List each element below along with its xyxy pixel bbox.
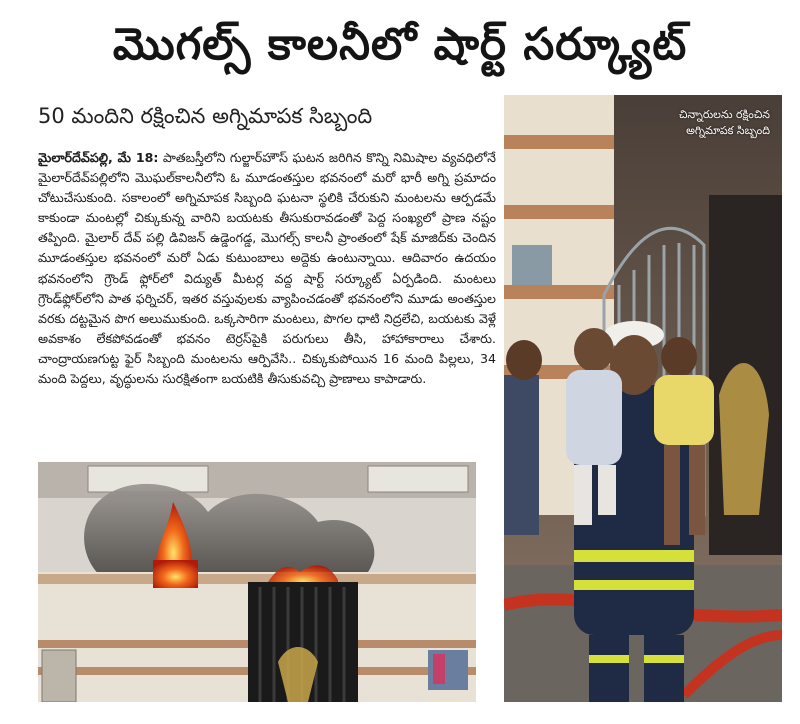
rescue-photo-caption: [640, 107, 770, 139]
article-headline: మొగల్స్ కాలనీలో షార్ట్ సర్క్యూట్: [112, 19, 688, 70]
building-fire-illustration: [38, 462, 476, 702]
article-dateline: మైలార్‌దేవ్‌పల్లి, మే 18:: [38, 150, 159, 165]
firefighter-rescue-photo: [504, 95, 782, 702]
building-fire-photo: [38, 462, 476, 702]
rescue-caption-line2: అగ్నిమాపక సిబ్బంది: [686, 124, 770, 137]
firefighter-rescue-illustration: [504, 95, 782, 702]
rescue-caption-line1: చిన్నారులను రక్షించిన: [678, 108, 770, 121]
article-body-text: పాతబస్తీలోని గుల్జార్‌హౌస్ ఘటన జరిగిన కొన్ని నిమిషాల వ్యవధిలోనే మైలార్‌దేవ్‌పల్లిలోని మొఘల్‌కాలనీలోని ఓ మూడంతస్తుల భవనంలో మరో భారీ అగ్ని ప్రమాదం చోటుచేసుకుంది. సకాలంలో అగ్నిమాపక సిబ్బంది ఘటనా స్థలికి చేరుకుని మంటలను ఆర్పడమే కాకుండా మంటల్లో చిక్కుకున్న వారిని బయటకు తీసుకురావడంతో పెద్ద సంఖ్యలో ప్రాణ నష్టం తప్పింది. మైలార్ దేవ్ పల్లి డివిజన్ ఉడ్డెంగడ్డ, మొగల్స్ కాలనీ ప్రాంతంలో షేక్ మాజిద్‌కు చెందిన మూడంతస్తుల భవనంలో మరో ఏడు కుటుంబాలు అద్దెకు ఉంటున్నాయి. ఆదివారం ఉదయం భవనంలోని గ్రౌండ్ ఫ్లోర్‌లో విద్యుత్ మీటర్ల వద్ద షార్ట్ సర్క్యూట్ ఏర్పడింది. మంటలు గ్రౌండ్‌ఫ్లోర్‌లోని పాత ఫర్నిచర్, ఇతర వస్తువులకు వ్యాపించడంతో భవనంలోని మూడు అంతస్తుల వరకు దట్టమైన పొగ అలుముకుంది. ఒక్కసారిగా మంటలు, పొగల ధాటి నిద్రలేచి, బయటకు వెళ్లే అవకాశం లేకపోవడంతో భవనం టెర్రస్‌పైకి పరుగులు తీసి, హాహాకారాలు చేశారు. చాంద్రాయణగుట్ట ఫైర్ సిబ్బంది మంటలను ఆర్పివేసి.. చిక్కుకుపోయిన 16 మంది పిల్లలు, 34 మంది పెద్దలు, వృద్ధులను సురక్షితంగా బయటికి తీసుకువచ్చి ప్రాణాలు కాపాడారు.: [38, 150, 496, 387]
article-subheadline: 50 మందిని రక్షించిన అగ్నిమాపక సిబ్బంది: [38, 104, 373, 128]
article-body: [38, 148, 496, 450]
